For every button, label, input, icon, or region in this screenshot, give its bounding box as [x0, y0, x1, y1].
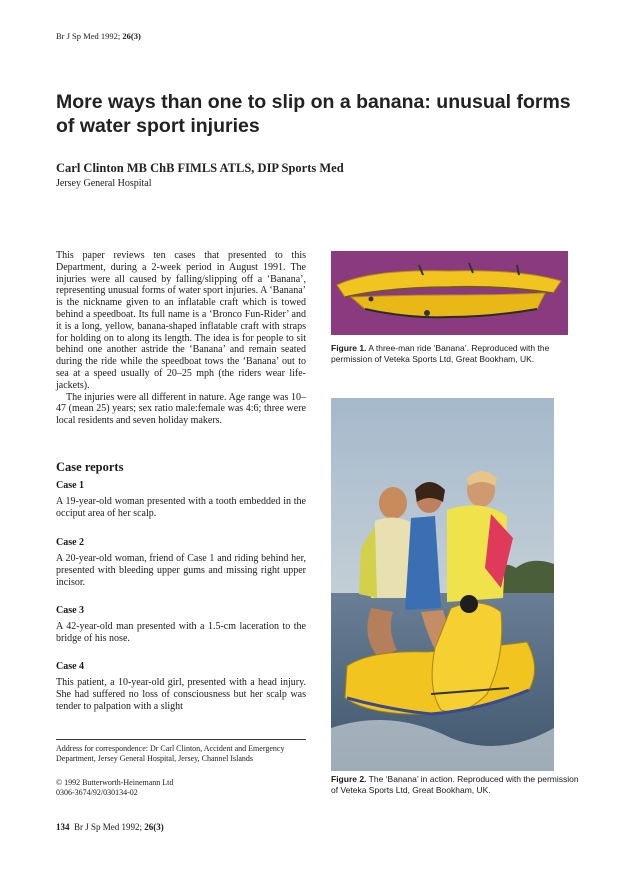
footnote-divider — [56, 739, 306, 740]
figure-2-caption — [331, 774, 581, 795]
figure-1-image — [331, 251, 568, 335]
copyright-line: © 1992 Butterworth-Heinemann Ltd — [56, 778, 174, 787]
case-2-title: Case 2 — [56, 537, 85, 548]
banana-inflatable-illustration — [331, 251, 568, 335]
section-heading: Case reports — [56, 460, 124, 474]
case-1-title: Case 1 — [56, 480, 85, 491]
case-4-title: Case 4 — [56, 661, 85, 672]
caption-text: The ‘Banana’ in action. Reproduced with the permission of Veteka Sports Ltd, Great Bookham, UK. — [331, 774, 579, 795]
journal-volume: 26(3) — [122, 31, 141, 41]
figure-1-caption — [331, 343, 581, 364]
introduction — [56, 250, 306, 427]
copyright-notice — [56, 778, 173, 797]
footer-journal: Br J Sp Med 1992; — [74, 822, 145, 832]
figure-label: Figure 1. — [331, 343, 367, 353]
author-affiliation: Jersey General Hospital — [56, 178, 152, 189]
intro-paragraph: This paper reviews ten cases that presented to this Department, during a 2-week period in August 1991. The injuries were all caused by falling/slipping off a ‘Banana’, representing unusual forms of water sport injuries. A ‘Banana’ is the nickname given to an inflatable craft which is towed behind a speedboat. Its full name is a ‘Bronco Fun-Rider’ and it is a long, yellow, banana-shaped inflatable craft with straps for holding on to along its length. The idea is for people to sit behind one another astride the ‘Banana’ and remain seated during the ride while the speedboat tows the ‘Banana’ out to sea at a speed usually of 20–25 mph (the riders wear life-jackets). — [56, 250, 306, 391]
journal-header — [56, 31, 141, 41]
journal-citation: Br J Sp Med 1992; — [56, 31, 123, 41]
figure-label: Figure 2. — [331, 774, 367, 784]
author-name: Carl Clinton MB ChB FIMLS ATLS, DIP Sports Med — [56, 161, 344, 175]
page-footer — [56, 822, 164, 832]
article-title: More ways than one to slip on a banana: unusual forms of water sport injuries — [56, 91, 571, 137]
case-1-text: A 19-year-old woman presented with a tooth embedded in the occiput area of her scalp. — [56, 496, 306, 519]
intro-paragraph: The injuries were all different in nature. Age range was 10–47 (mean 25) years; sex ratio male:female was 4:6; three were local residents and seven holiday makers. — [56, 391, 306, 427]
case-4-text: This patient, a 10-year-old girl, presented with a head injury. She had suffered no loss of consciousness but her scalp was tender to palpation with a slight — [56, 677, 306, 712]
case-3-text: A 42-year-old man presented with a 1.5-cm laceration to the bridge of his nose. — [56, 621, 306, 644]
page-number: 134 — [56, 822, 70, 832]
caption-text: A three-man ride ‘Banana’. Reproduced with the permission of Veteka Sports Ltd, Great Bookham, UK. — [331, 343, 550, 364]
footer-volume: 26(3) — [144, 822, 164, 832]
correspondence-address: Address for correspondence: Dr Carl Clinton, Accident and Emergency Department, Jersey General Hospital, Jersey, Channel Islands — [56, 744, 285, 763]
figure-2-image — [331, 398, 554, 771]
case-3-title: Case 3 — [56, 605, 85, 616]
case-2-text: A 20-year-old woman, friend of Case 1 and riding behind her, presented with bleeding upper gums and missing right upper incisor. — [56, 553, 306, 588]
banana-ride-photo — [331, 398, 554, 771]
issn-line: 0306-3674/92/030134-02 — [56, 787, 138, 797]
